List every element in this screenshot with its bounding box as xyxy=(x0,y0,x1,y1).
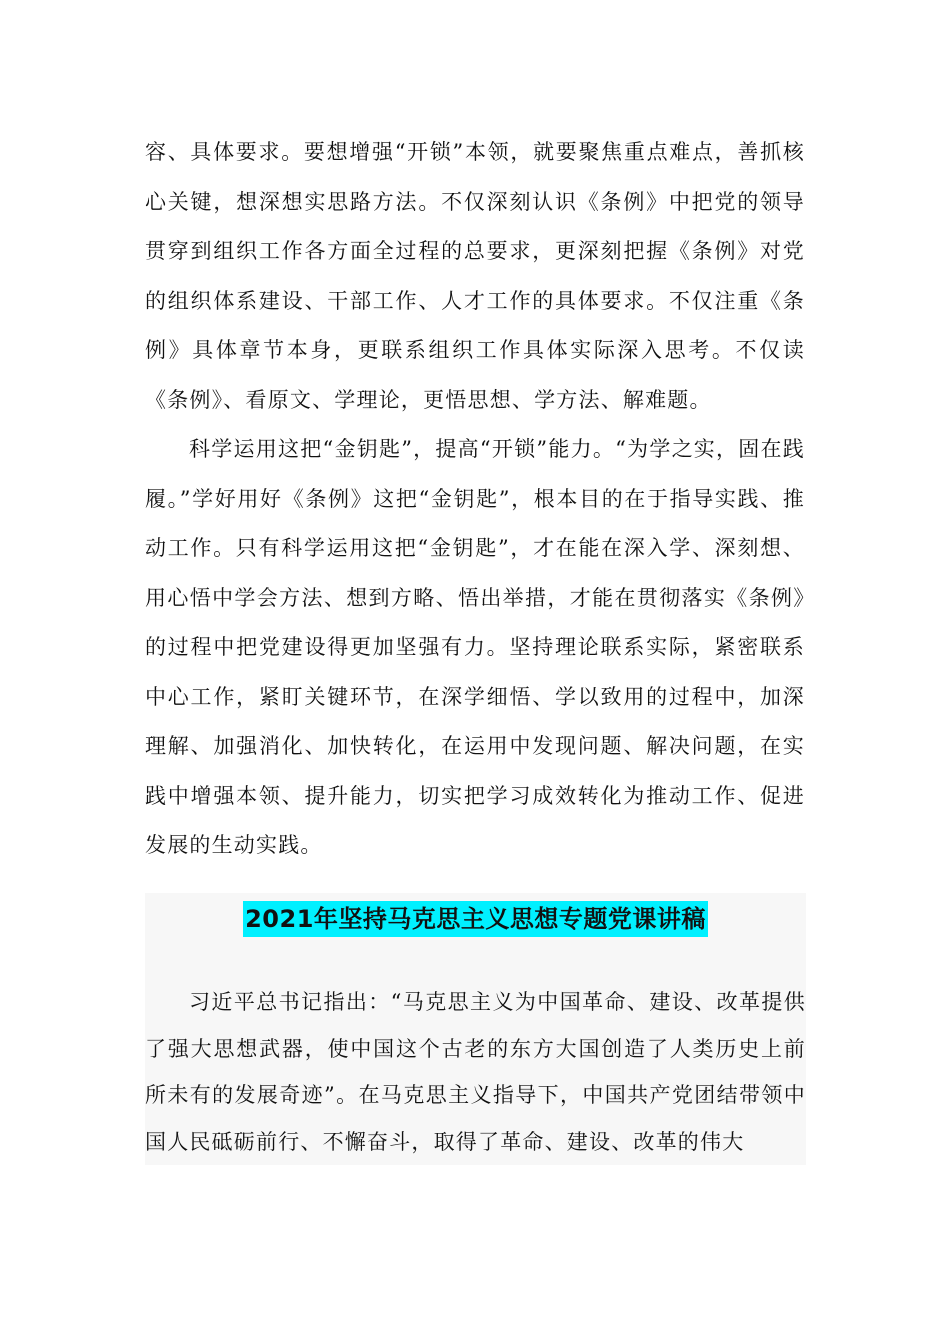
section-title: 2021年坚持马克思主义思想专题党课讲稿 xyxy=(243,901,708,937)
document-body xyxy=(145,128,805,871)
section-body xyxy=(145,979,806,1165)
section-block xyxy=(145,893,806,1165)
paragraph-golden-key: 科学运用这把“金钥匙”，提高“开锁”能力。“为学之实，固在践履。”学好用好《条例》这把“金钥匙”，根本目的在于指导实践、推动工作。只有科学运用这把“金钥匙”，才在能在深入学、深刻想、用心悟中学会方法、想到方略、悟出举措，才能在贯彻落实《条例》的过程中把党建设得更加坚强有力。坚持理论联系实际，紧密联系中心工作，紧盯关键环节，在深学细悟、学以致用的过程中，加深理解、加强消化、加快转化，在运用中发现问题、解决问题，在实践中增强本领、提升能力，切实把学习成效转化为推动工作、促进发展的生动实践。 xyxy=(145,437,805,857)
section-title-wrap xyxy=(145,901,806,945)
section-paragraph: 习近平总书记指出：“马克思主义为中国革命、建设、改革提供了强大思想武器，使中国这个古老的东方大国创造了人类历史上前所未有的发展奇迹”。在马克思主义指导下，中国共产党团结带领中国人民砥砺前行、不懈奋斗，取得了革命、建设、改革的伟大 xyxy=(145,990,806,1154)
paragraph-continued: 容、具体要求。要想增强“开锁”本领，就要聚焦重点难点，善抓核心关键，想深想实思路方法。不仅深刻认识《条例》中把党的领导贯穿到组织工作各方面全过程的总要求，更深刻把握《条例》对党的组织体系建设、干部工作、人才工作的具体要求。不仅注重《条例》具体章节本身，更联系组织工作具体实际深入思考。不仅读《条例》、看原文、学理论，更悟思想、学方法、解难题。 xyxy=(145,140,805,412)
